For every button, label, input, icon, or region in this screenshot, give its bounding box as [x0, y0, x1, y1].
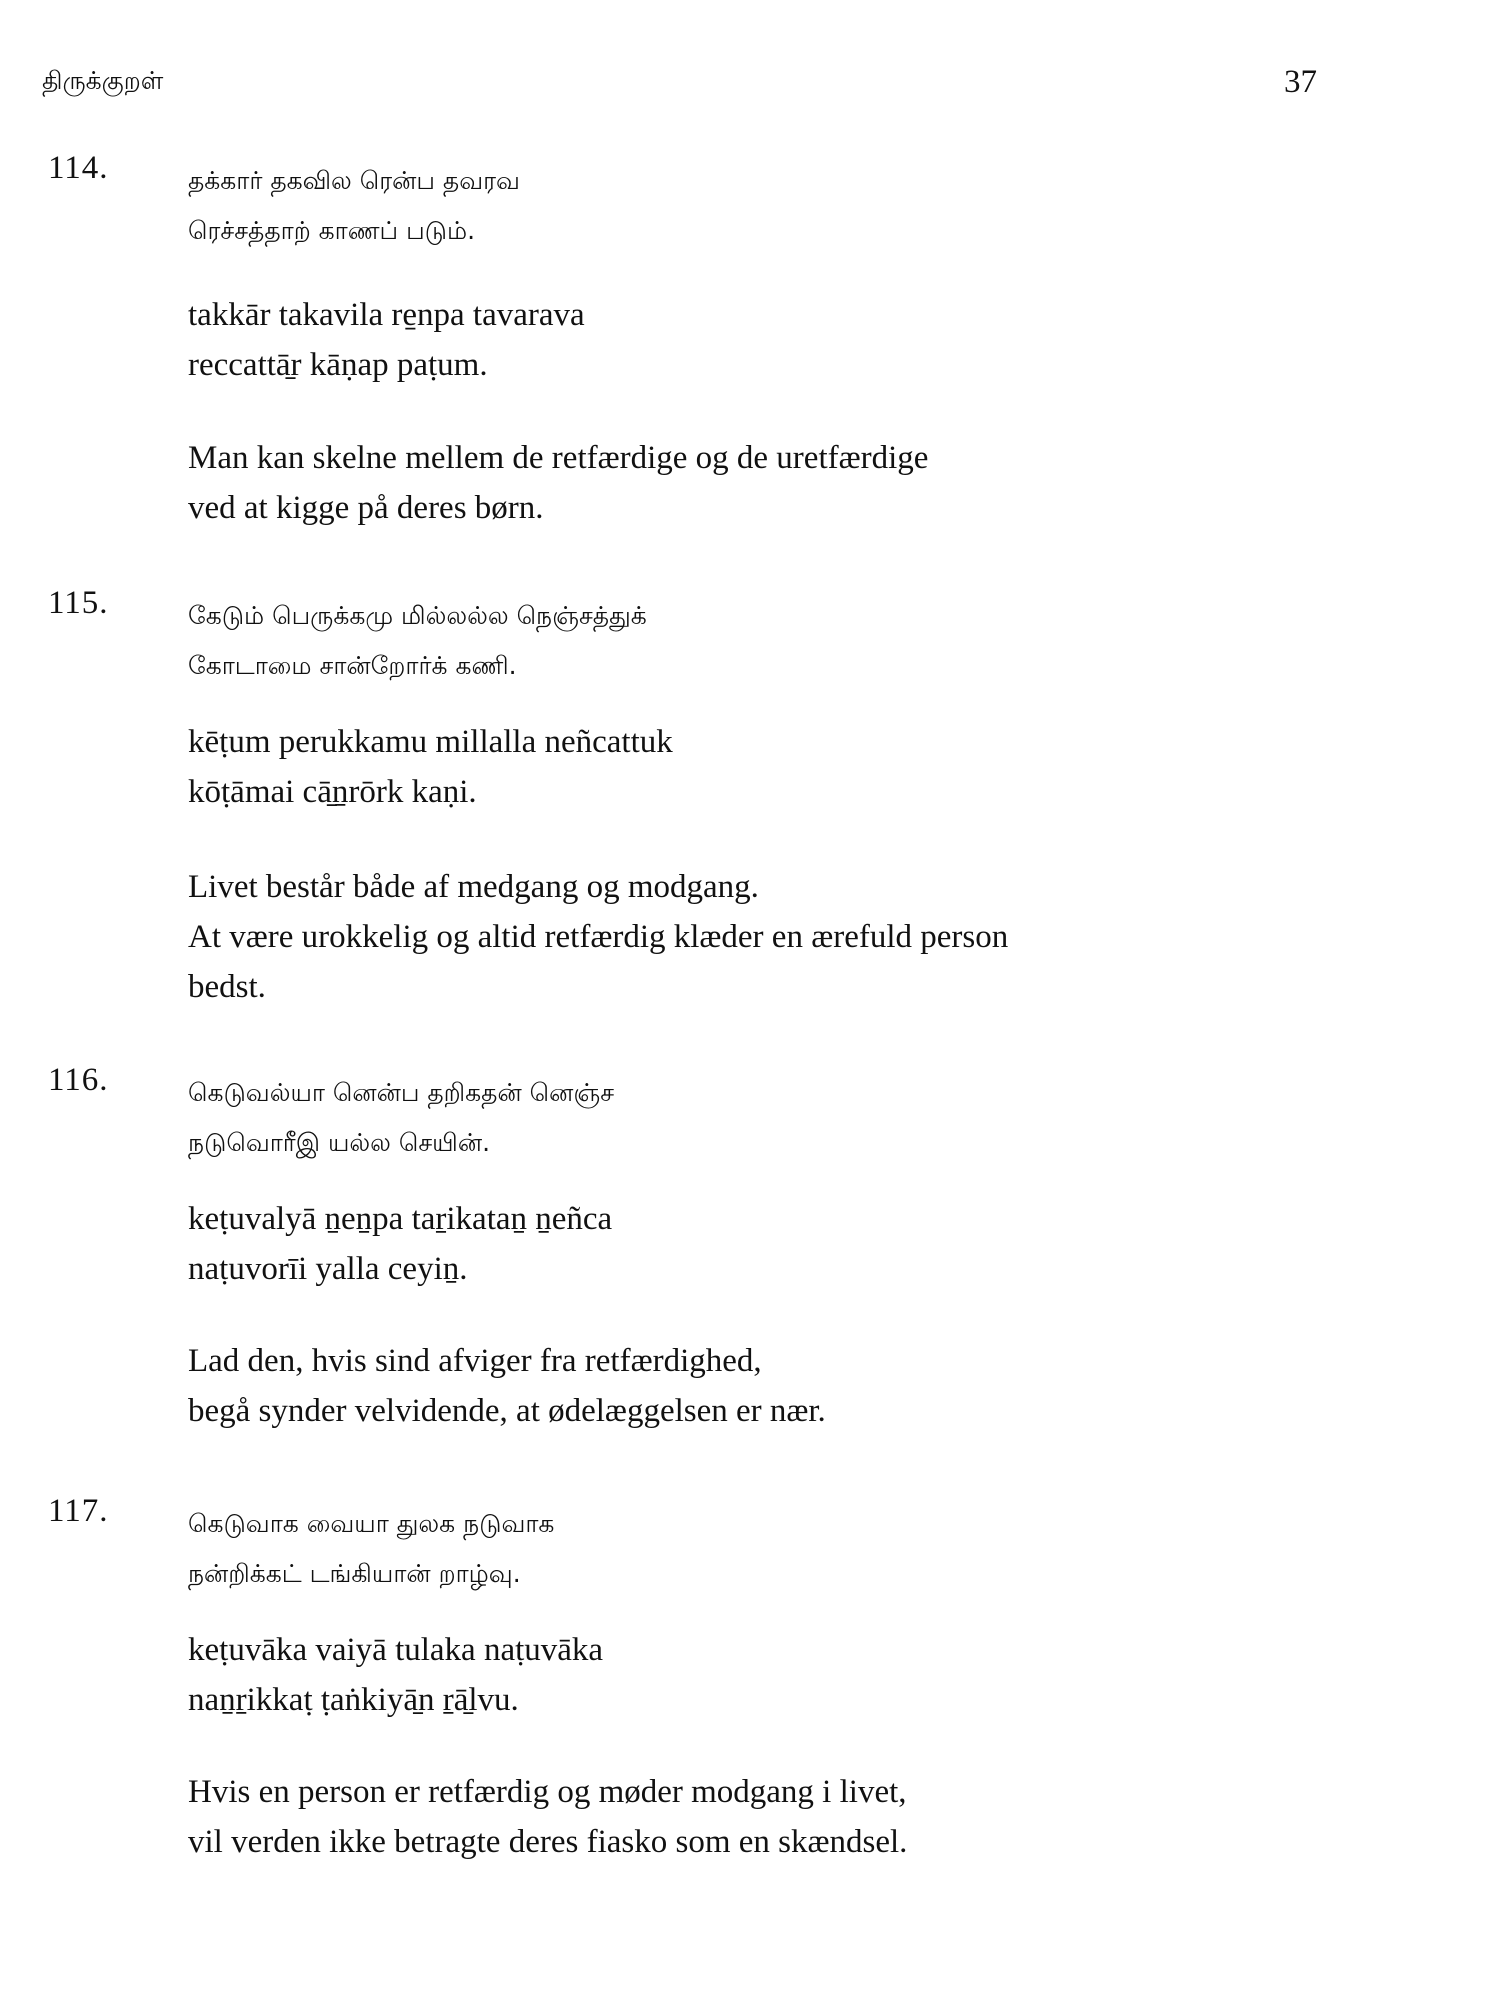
transliteration: [188, 1194, 612, 1294]
danish-line: At være urokkelig og altid retfærdig klæder en ærefuld person: [188, 919, 1009, 955]
danish-line: vil verden ikke betragte deres fiasko som en skændsel.: [188, 1824, 908, 1860]
tamil-line: கோடாமை சான்றோர்க் கணி.: [188, 651, 517, 680]
danish-line: begå synder velvidende, at ødelæggelsen er nær.: [188, 1393, 826, 1429]
tamil-line: தக்கார் தகவில ரென்ப தவரவ: [188, 166, 520, 195]
tamil-line: நடுவொரீஇ யல்ல செயின்.: [188, 1128, 491, 1157]
danish-line: bedst.: [188, 969, 266, 1005]
danish-line: Livet består både af medgang og modgang.: [188, 869, 759, 905]
page-number: 37: [1284, 64, 1317, 100]
danish-translation: [188, 433, 1338, 533]
danish-line: Hvis en person er retfærdig og møder modgang i livet,: [188, 1774, 907, 1810]
transliteration-line: kōṭāmai cā̱ṉrōrk kaṇi.: [188, 774, 477, 810]
tamil-text: [188, 1068, 614, 1168]
danish-translation: [188, 1767, 1338, 1867]
danish-line: ved at kigge på deres børn.: [188, 490, 544, 526]
danish-line: Lad den, hvis sind afviger fra retfærdighed,: [188, 1343, 762, 1379]
transliteration-line: reccattā̱r kāṇap paṭum.: [188, 347, 488, 383]
transliteration-line: keṭuvāka vaiyā tulaka naṭuvāka: [188, 1632, 604, 1668]
transliteration: [188, 290, 585, 390]
transliteration: [188, 1625, 603, 1725]
transliteration-line: naṭuvorīi yalla ceyiṉ.: [188, 1251, 468, 1287]
running-head-title: திருக்குறள்: [42, 66, 164, 95]
transliteration-line: kēṭum perukkamu millalla neñcattuk: [188, 724, 673, 760]
danish-translation: [188, 1336, 1338, 1436]
transliteration-line: takkār takavila re̱npa tavarava: [188, 297, 585, 333]
transliteration-line: naṉṟikkaṭ ṭaṅkiyā̱n ṟā̱lvu.: [188, 1682, 519, 1718]
tamil-text: [188, 1499, 554, 1599]
transliteration-line: keṭuvalyā ṉeṉpa taṟikataṉ ṉeñca: [188, 1201, 613, 1237]
verse-number: 115.: [48, 585, 109, 621]
danish-translation: [188, 862, 1338, 1012]
verse-number: 114.: [48, 150, 109, 186]
tamil-line: கெடுவாக வையா துலக நடுவாக: [188, 1509, 555, 1538]
tamil-text: [188, 156, 520, 256]
tamil-line: ரெச்சத்தாற் காணப் படும்.: [188, 216, 476, 245]
tamil-line: கெடுவல்யா னென்ப தறிகதன் னெஞ்ச: [188, 1078, 615, 1107]
tamil-line: கேடும் பெருக்கமு மில்லல்ல நெஞ்சத்துக்: [188, 601, 647, 630]
verse-number: 116.: [48, 1062, 109, 1098]
transliteration: [188, 717, 673, 817]
tamil-text: [188, 591, 647, 691]
danish-line: Man kan skelne mellem de retfærdige og de uretfærdige: [188, 440, 929, 476]
verse-number: 117.: [48, 1493, 109, 1529]
tamil-line: நன்றிக்கட் டங்கியான் றாழ்வு.: [188, 1559, 521, 1588]
